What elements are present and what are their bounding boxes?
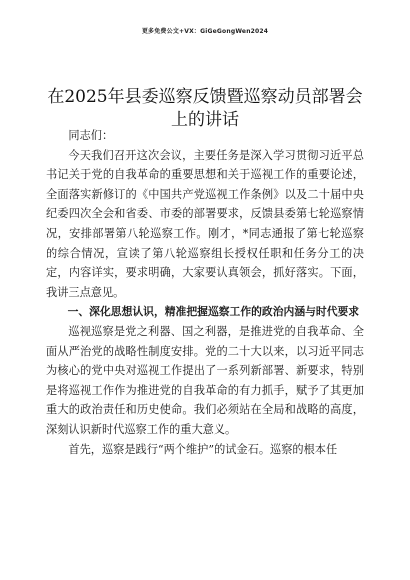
section-paragraph: 巡视巡察是党之利器、国之利器，是推进党的自我革命、全面从严治党的战略性制度安排。党的二十大以来，以习近平同志为核心的党中央对巡视工作提出了一系列新部署、新要求，特别是将巡视工作作为推进党的自我革命的有力抓手，赋予了其更加重大的政治责任和历史使命。我们必须站在全局和战略的高度，深刻认识新时代巡察工作的重大意义。 [46, 324, 364, 436]
salutation: 同志们： [68, 129, 114, 142]
document-title: 在2025年县委巡察反馈暨巡察动员部署会上的讲话 [47, 87, 363, 131]
document-body [46, 126, 364, 459]
intro-paragraph: 今天我们召开这次会议，主要任务是深入学习贯彻习近平总书记关于党的自我革命的重要思想和关于巡视工作的重要论述，全面落实新修订的《中国共产党巡视工作条例》以及二十届中央纪委四次全会和省委、市委的部署要求，反馈县委第七轮巡察情况，安排部署第八轮巡察工作。刚才，*同志通报了第七轮巡察的综合情况，宣读了第八轮巡察组长授权任职和任务分工的决定，内容详实，要求明确，大家要认真领会，抓好落实。下面，我讲三点意见。 [46, 148, 364, 299]
header-note: 更多免费公文+VX：GiGeGongWen2024 [141, 28, 269, 35]
section-heading: 一、深化思想认识，精准把握巡察工作的政治内涵与时代要求 [67, 305, 360, 319]
section-paragraph: 首先，巡察是践行“两个维护”的试金石。巡察的根本任 [68, 442, 338, 456]
